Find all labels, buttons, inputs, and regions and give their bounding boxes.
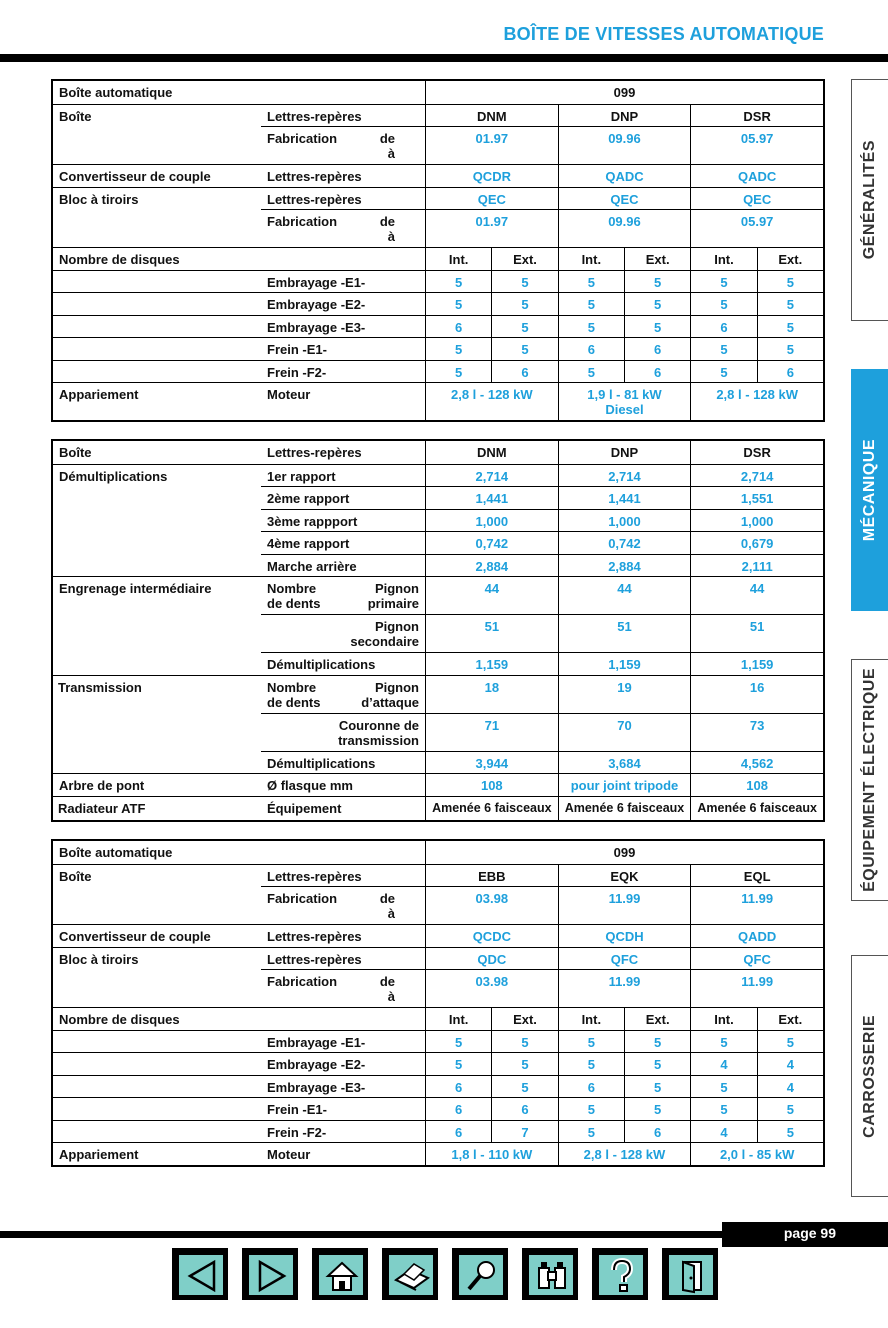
int-header: Int. [558,247,624,270]
row-label: Appariement [53,382,261,420]
disk-count: 6 [558,337,624,360]
disk-row [53,1075,823,1098]
row-sublabel: Marche arrière [261,554,425,577]
value-cell: QEC [690,187,823,210]
ratio-value: 2,714 [425,464,558,487]
code-cell: DSR [690,441,823,464]
value-cell: 16 [690,675,823,713]
disk-count: 5 [558,315,624,338]
value-cell: Amenée 6 faisceaux [690,796,823,820]
date-cell: 05.97 [690,209,823,247]
row-sublabel: Frein -F2- [261,1120,425,1143]
disk-count: 5 [757,1030,823,1053]
tab-label: CARROSSERIE [861,1014,878,1138]
row-sublabel: Embrayage -E3- [261,1075,425,1098]
pignon-label: Pignon [374,581,419,596]
ratio-value: 2,111 [690,554,823,577]
row-sublabel: 4ème rapport [261,531,425,554]
row-label: Engrenage intermédiaire [53,576,261,614]
value-cell: 51 [558,614,691,652]
int-header: Int. [690,1007,756,1030]
disk-row [53,1030,823,1053]
row-sublabel: Démultiplications [261,751,425,774]
disk-count: 5 [558,360,624,383]
disk-count: 5 [558,1120,624,1143]
disk-count: 5 [624,315,690,338]
disk-count: 5 [624,1075,690,1098]
row-label: Boîte automatique [59,845,173,860]
row-sublabel: Embrayage -E2- [261,1052,425,1075]
row-sublabel: Lettres-repères [261,164,425,187]
value-cell: QCDC [425,924,558,947]
tab-equipement-electrique[interactable] [851,659,888,901]
disk-count: 5 [558,1097,624,1120]
value-cell: 71 [425,713,558,751]
disk-count: 5 [757,315,823,338]
row-sublabel: Équipement [261,796,425,820]
attaque-label: d’attaque [361,694,419,710]
value-cell: 1,159 [425,652,558,675]
row-label: Boîte [53,864,261,887]
disk-count: 5 [690,1030,756,1053]
ext-header: Ext. [624,247,690,270]
code-cell: EBB [425,864,558,887]
row-sublabel: Moteur [261,382,425,420]
couronne-label: Couronne de [338,717,419,733]
disk-count: 5 [425,360,491,383]
disk-row [53,315,823,338]
date-cell: 09.96 [558,126,691,164]
date-cell: 11.99 [690,969,823,1007]
tab-label: MÉCANIQUE [861,438,878,542]
disk-count: 5 [491,292,557,315]
disk-count: 5 [757,292,823,315]
value-cell: QCDR [425,164,558,187]
int-header: Int. [558,1007,624,1030]
disk-count: 5 [757,1097,823,1120]
date-cell: 03.98 [425,969,558,1007]
ratio-value: 2,714 [690,464,823,487]
disk-row [53,1120,823,1143]
date-cell: 01.97 [425,126,558,164]
disk-count: 6 [425,1120,491,1143]
value-cell: 51 [690,614,823,652]
row-sublabel: Lettres-repères [261,864,425,887]
ratio-row [53,554,823,577]
disk-count: 5 [690,337,756,360]
row-sublabel: Démultiplications [261,652,425,675]
value-cell: 51 [425,614,558,652]
row-sublabel: Embrayage -E3- [261,315,425,338]
date-cell: 03.98 [425,886,558,924]
pignon-label: Pignon [374,679,419,695]
bottom-divider [0,1231,722,1238]
disk-count: 5 [558,270,624,293]
engine-fuel: Diesel [605,402,644,417]
value-cell: 18 [425,675,558,713]
row-sublabel: Fabrication [267,214,338,229]
disk-row [53,1097,823,1120]
value-cell: 4,562 [690,751,823,774]
value-cell: 1,159 [558,652,691,675]
disk-count: 5 [425,292,491,315]
ratio-value: 1,551 [690,486,823,509]
disk-count: 6 [757,360,823,383]
dents-label: de dents [267,596,321,611]
value-cell: 1,159 [690,652,823,675]
row-label: Convertisseur de couple [53,164,261,187]
row-sublabel: Lettres-repères [261,104,425,127]
row-label: Démultiplications [53,464,261,487]
disk-count: 5 [491,1052,557,1075]
disk-count: 5 [624,292,690,315]
row-sublabel: Embrayage -E1- [261,1030,425,1053]
disk-count: 5 [425,337,491,360]
nombre-label: Nombre [267,679,317,695]
previous-page-button[interactable] [172,1248,228,1300]
code-cell: EQL [690,864,823,887]
ratio-value: 1,000 [425,509,558,532]
gearbox-table-3 [51,839,825,1167]
disk-count: 5 [757,337,823,360]
row-sublabel: Frein -E1- [261,337,425,360]
disk-count: 6 [425,315,491,338]
disk-count: 7 [491,1120,557,1143]
code-cell: EQK [558,864,691,887]
code-cell: DNP [558,104,691,127]
date-cell: 01.97 [425,209,558,247]
value-cell: QADC [690,164,823,187]
disk-count: 6 [624,337,690,360]
value-cell: QCDH [558,924,691,947]
disk-count: 5 [491,270,557,293]
code-cell: DSR [690,104,823,127]
ratio-value: 1,441 [425,486,558,509]
disk-count: 5 [425,1052,491,1075]
tab-mecanique[interactable] [851,369,888,611]
row-label: Nombre de disques [53,1007,425,1030]
disk-row [53,337,823,360]
value-cell: 44 [690,576,823,614]
date-cell: 09.96 [558,209,691,247]
gearbox-table-2 [51,439,825,822]
value-cell: 70 [558,713,691,751]
row-label: Bloc à tiroirs [53,947,261,970]
row-sublabel: Frein -E1- [261,1097,425,1120]
de-label: de [379,131,395,146]
disk-count: 4 [757,1052,823,1075]
disk-count: 5 [690,292,756,315]
value-cell: pour joint tripode [558,773,691,796]
row-sublabel: Lettres-repères [261,924,425,947]
top-divider [0,54,888,62]
row-label: Radiateur ATF [53,796,261,820]
binoculars-icon [528,1254,576,1298]
ratio-value: 2,714 [558,464,691,487]
disk-count: 5 [757,270,823,293]
a-label: à [387,989,395,1004]
ratio-value: 0,742 [558,531,691,554]
print-icon [388,1254,436,1298]
a-label: à [387,906,395,921]
exit-icon [668,1254,716,1298]
value-cell: 19 [558,675,691,713]
row-label: Appariement [53,1142,261,1165]
home-button[interactable] [312,1248,368,1300]
de-label: de [379,214,395,229]
row-sublabel: Ø flasque mm [261,773,425,796]
disk-count: 6 [624,360,690,383]
a-label: à [387,229,395,244]
home-icon [318,1254,366,1298]
ratio-value: 1,441 [558,486,691,509]
date-cell: 11.99 [558,969,691,1007]
row-sublabel: 2ème rapport [261,486,425,509]
pignon-label: Pignon [374,619,419,634]
help-button[interactable] [592,1248,648,1300]
arrow-left-icon [178,1254,226,1298]
tab-carrosserie[interactable] [851,955,888,1197]
nombre-label: Nombre [267,581,317,596]
ratio-value: 1,000 [690,509,823,532]
disk-count: 5 [690,270,756,293]
ratio-row [53,509,823,532]
row-sublabel: Fabrication [267,891,338,906]
row-label: Transmission [53,675,261,713]
disk-count: 4 [690,1120,756,1143]
tab-label: GÉNÉRALITÉS [861,140,878,260]
value-cell: Amenée 6 faisceaux [425,796,558,820]
ext-header: Ext. [757,247,823,270]
value-cell: QADD [690,924,823,947]
disk-row [53,1052,823,1075]
row-sublabel: 1er rapport [261,464,425,487]
disk-count: 5 [624,1030,690,1053]
engine-cell: 2,0 l - 85 kW [690,1142,823,1165]
disk-count: 5 [491,337,557,360]
page-title: BOÎTE DE VITESSES AUTOMATIQUE [503,24,824,44]
ratio-value: 1,000 [558,509,691,532]
de-label: de [379,891,395,906]
int-header: Int. [425,1007,491,1030]
transmission-label: transmission [338,732,419,748]
row-sublabel: Moteur [261,1142,425,1165]
ratio-value: 2,884 [558,554,691,577]
disk-count: 5 [690,360,756,383]
engine-cell: 2,8 l - 128 kW [690,382,823,420]
a-label: à [387,146,395,161]
disk-count: 4 [757,1075,823,1098]
row-sublabel: Fabrication [267,131,338,146]
engine-cell: 2,8 l - 128 kW [558,1142,691,1165]
code-cell: DNP [558,441,691,464]
row-sublabel: Lettres-repères [261,187,425,210]
value-cell: 73 [690,713,823,751]
disk-row [53,360,823,383]
binoculars-button[interactable] [522,1248,578,1300]
disk-count: 6 [491,1097,557,1120]
disk-count: 4 [690,1052,756,1075]
disk-count: 5 [425,270,491,293]
disk-count: 6 [425,1097,491,1120]
search-icon [458,1254,506,1298]
disk-count: 5 [624,1097,690,1120]
value-cell: QEC [558,187,691,210]
date-cell: 05.97 [690,126,823,164]
disk-count: 5 [690,1075,756,1098]
engine-cell: 1,9 l - 81 kW [587,387,662,402]
disk-count: 5 [558,292,624,315]
dents-label: de dents [267,694,321,710]
disk-count: 6 [558,1075,624,1098]
code-cell: DNM [425,441,558,464]
row-sublabel: Fabrication [267,974,338,989]
row-label: Nombre de disques [53,247,425,270]
secondaire-label: secondaire [350,634,419,649]
ext-header: Ext. [491,247,557,270]
tab-label: ÉQUIPEMENT ÉLECTRIQUE [861,668,878,892]
disk-count: 6 [624,1120,690,1143]
date-cell: 11.99 [690,886,823,924]
print-button[interactable] [382,1248,438,1300]
disk-count: 5 [491,315,557,338]
int-header: Int. [690,247,756,270]
gearbox-number: 099 [425,81,823,104]
code-cell: DNM [425,104,558,127]
row-label: Arbre de pont [53,773,261,796]
row-label: Boîte [53,104,261,127]
disk-count: 5 [425,1030,491,1053]
value-cell: QADC [558,164,691,187]
disk-count: 5 [558,1052,624,1075]
next-page-button[interactable] [242,1248,298,1300]
value-cell: QEC [425,187,558,210]
value-cell: 3,944 [425,751,558,774]
disk-row [53,292,823,315]
gearbox-table-1 [51,79,825,422]
ext-header: Ext. [757,1007,823,1030]
row-sublabel: Embrayage -E1- [261,270,425,293]
gearbox-number: 099 [425,841,823,864]
int-header: Int. [425,247,491,270]
ratio-row [53,531,823,554]
value-cell: 3,684 [558,751,691,774]
value-cell: QDC [425,947,558,970]
disk-row [53,270,823,293]
ratio-row [53,486,823,509]
ratio-row [53,464,823,487]
row-sublabel: Embrayage -E2- [261,292,425,315]
ext-header: Ext. [491,1007,557,1030]
disk-count: 5 [624,1052,690,1075]
value-cell: QFC [690,947,823,970]
engine-cell: 2,8 l - 128 kW [425,382,558,420]
disk-count: 5 [491,1030,557,1053]
value-cell: Amenée 6 faisceaux [558,796,691,820]
disk-count: 6 [491,360,557,383]
value-cell: 108 [425,773,558,796]
value-cell: 108 [690,773,823,796]
exit-button[interactable] [662,1248,718,1300]
disk-count: 5 [690,1097,756,1120]
help-icon [598,1254,646,1298]
disk-count: 5 [558,1030,624,1053]
value-cell: QFC [558,947,691,970]
value-cell: 44 [558,576,691,614]
date-cell: 11.99 [558,886,691,924]
ratio-value: 0,679 [690,531,823,554]
ratio-value: 0,742 [425,531,558,554]
row-label: Boîte automatique [59,85,173,100]
disk-count: 5 [757,1120,823,1143]
engine-cell: 1,8 l - 110 kW [425,1142,558,1165]
tab-generalites[interactable] [851,79,888,321]
ratio-value: 2,884 [425,554,558,577]
search-button[interactable] [452,1248,508,1300]
row-label: Convertisseur de couple [53,924,261,947]
ext-header: Ext. [624,1007,690,1030]
arrow-right-icon [248,1254,296,1298]
row-label: Bloc à tiroirs [53,187,261,210]
de-label: de [379,974,395,989]
row-sublabel: Frein -F2- [261,360,425,383]
disk-count: 5 [624,270,690,293]
row-sublabel: 3ème rappport [261,509,425,532]
row-label: Boîte [59,445,92,460]
disk-count: 6 [690,315,756,338]
row-sublabel: Lettres-repères [267,445,362,460]
disk-count: 5 [491,1075,557,1098]
page-number: page 99 [722,1222,888,1247]
primaire-label: primaire [367,596,419,611]
disk-count: 6 [425,1075,491,1098]
row-sublabel: Lettres-repères [261,947,425,970]
value-cell: 44 [425,576,558,614]
